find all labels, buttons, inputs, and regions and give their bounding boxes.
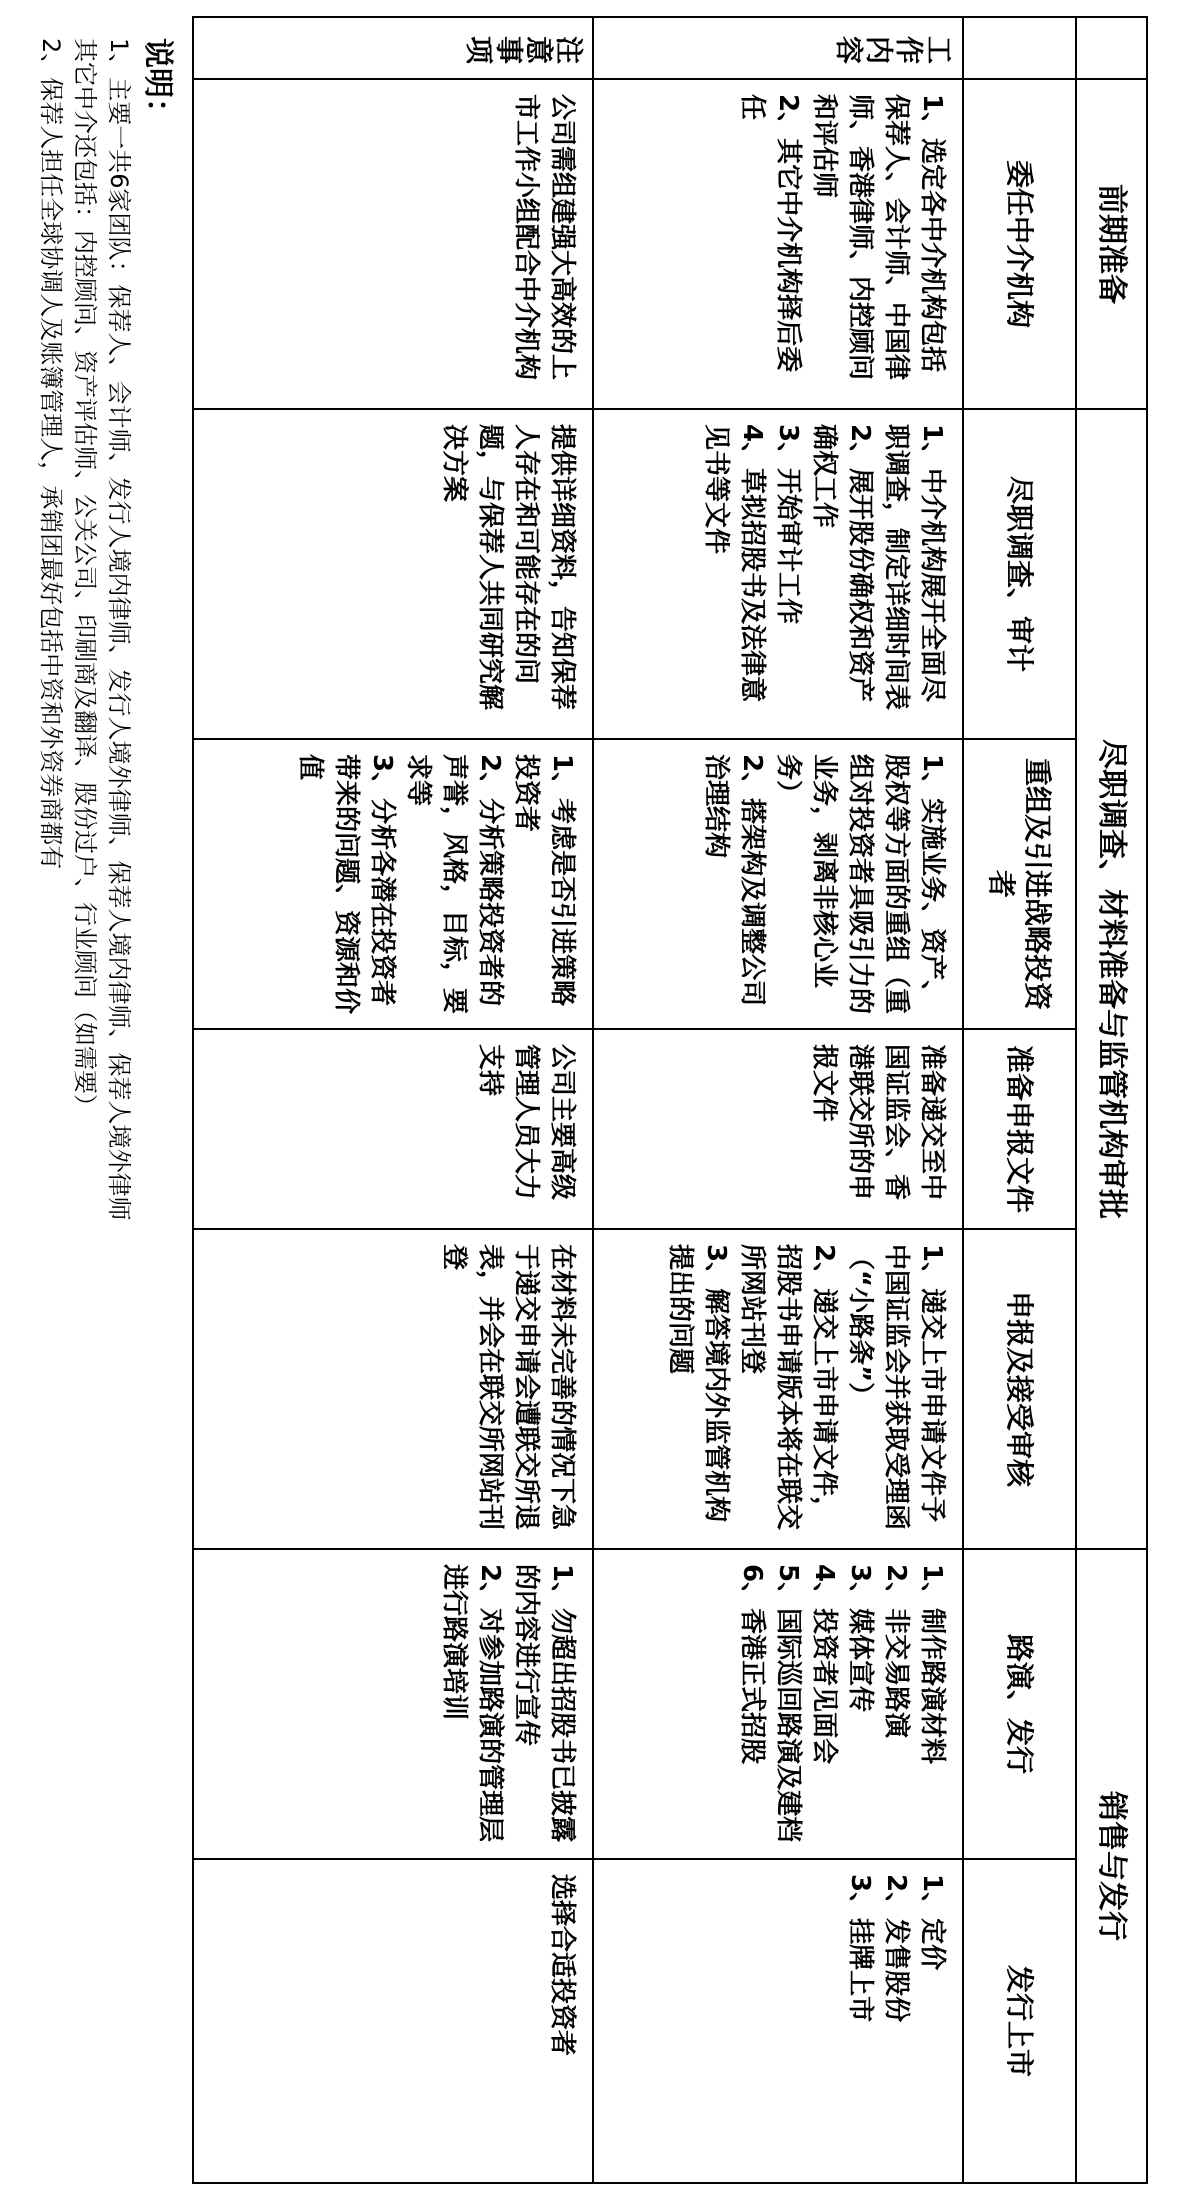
work-item: 2、发售股份: [881, 1874, 911, 2023]
work-item: 2、非交易路演: [881, 1564, 911, 1739]
note-item: 2、对参加路演的管理层进行路演培训: [439, 1564, 505, 1843]
ipo-process-table: [192, 16, 1148, 2184]
work-cell: [593, 1229, 963, 1549]
footnote-line: 1、主要一共6家团队：保荐人、会计师、发行人境内律师、发行人境外律师、保荐人境内律师、保荐人境外律师: [105, 38, 133, 1221]
note-cell: [193, 739, 593, 1029]
work-item: 3、挂牌上市: [845, 1874, 875, 2023]
work-item: 4、投资者见面会: [809, 1564, 839, 1765]
step-appoint-intermediaries: 委任中介机构: [963, 79, 1076, 409]
work-item: 2、展开股份确权和资产确权工作: [809, 424, 875, 703]
work-item: 3、开始审计工作: [773, 424, 803, 625]
work-item: 2、搭架构及调整公司治理结构: [701, 754, 767, 1007]
row-label-work-content: 工作内容: [593, 17, 963, 79]
footnote-line: 其它中介还包括：内控顾问、资产评估师、公关公司、印刷商及翻译、股份过户、行业顾问（如需要）: [71, 38, 99, 1118]
work-item: 1、选定各中介机构包括保荐人、会计师、中国律师、香港律师、内控顾问和评估师: [809, 94, 947, 381]
note-item: 1、考虑是否引进策略投资者: [511, 754, 577, 1007]
work-item: 1、制作路演材料: [917, 1564, 947, 1765]
note-cell: [193, 1859, 593, 2183]
step-header-row: [963, 17, 1076, 2183]
footnote-line: 2、保荐人担任全球协调人及账簿管理人，承销团最好包括中资和外资券商都有: [37, 38, 65, 870]
work-item: 1、中介机构展开全面尽职调查，制定详细时间表: [881, 424, 947, 711]
note-item: 3、分析各潜在投资者带来的问题、资源和价值: [295, 754, 397, 1015]
corner-cell-2: [963, 17, 1076, 79]
note-cell: [193, 1549, 593, 1859]
work-item: 3、媒体宣传: [845, 1564, 875, 1713]
step-prepare-filing: 准备申报文件: [963, 1029, 1076, 1229]
note-item: 选择合适投资者: [547, 1874, 577, 2057]
work-cell: [593, 1549, 963, 1859]
footnotes-title: 说明：: [140, 38, 175, 128]
corner-cell: [1076, 17, 1147, 79]
work-item: 5、国际巡回路演及建档: [773, 1564, 803, 1843]
step-listing: 发行上市: [963, 1859, 1076, 2183]
work-item: 3、解答境内外监管机构提出的问题: [665, 1244, 731, 1523]
note-item: 公司主要高级管理人员大力支持: [475, 1044, 577, 1201]
notes-row: [193, 17, 593, 2183]
phase-preparation: 前期准备: [1076, 79, 1147, 409]
work-item: 1、定价: [917, 1874, 947, 1971]
note-cell: [193, 79, 593, 409]
work-item: 6、香港正式招股: [737, 1564, 767, 1765]
note-item: 在材料未完善的情况下急于递交申请会遭联交所退表，并会在联交所网站刊登: [439, 1244, 577, 1531]
phase-header-row: [1076, 17, 1147, 2183]
work-item: 1、递交上市申请文件予中国证监会并获取受理函（“小路条”）: [845, 1244, 947, 1531]
work-item: 2、其它中介机构择后委任: [737, 94, 803, 373]
work-cell: [593, 409, 963, 739]
work-item: 准备递交至中国证监会、香港联交所的申报文件: [809, 1044, 947, 1201]
note-item: 提供详细资料，告知保荐人存在和可能存在的问题，与保荐人共同研究解决方案: [439, 424, 577, 711]
row-label-notes: 注意事项: [193, 17, 593, 79]
work-content-row: [593, 17, 963, 2183]
phase-sales-issuance: 销售与发行: [1076, 1549, 1147, 2183]
note-cell: [193, 1229, 593, 1549]
phase-due-diligence: 尽职调查、材料准备与监管机构审批: [1076, 409, 1147, 1549]
note-cell: [193, 409, 593, 739]
step-due-diligence-audit: 尽职调查、审计: [963, 409, 1076, 739]
footnotes: [34, 38, 178, 2178]
step-roadshow: 路演、发行: [963, 1549, 1076, 1859]
note-item: 公司需组建强大高效的上市工作小组配合中介机构: [511, 94, 577, 381]
work-item: 4、草拟招股书及法律意见书等文件: [701, 424, 767, 703]
work-item: 2、递交上市申请文件，招股书申请版本将在联交所网站刊登: [737, 1244, 839, 1531]
note-item: 1、勿超出招股书已披露的内容进行宣传: [511, 1564, 577, 1843]
step-filing-review: 申报及接受审核: [963, 1229, 1076, 1549]
work-cell: [593, 1859, 963, 2183]
note-item: 2、分析策略投资者的声誉，风格，目标，要求等: [403, 754, 505, 1015]
work-cell: [593, 1029, 963, 1229]
work-item: 1、实施业务、资产、股权等方面的重组（重组对投资者具吸引力的业务，剥离非核心业务）: [773, 754, 947, 1015]
work-cell: [593, 79, 963, 409]
note-cell: [193, 1029, 593, 1229]
step-restructuring: 重组及引进战略投资者: [963, 739, 1076, 1029]
work-cell: [593, 739, 963, 1029]
